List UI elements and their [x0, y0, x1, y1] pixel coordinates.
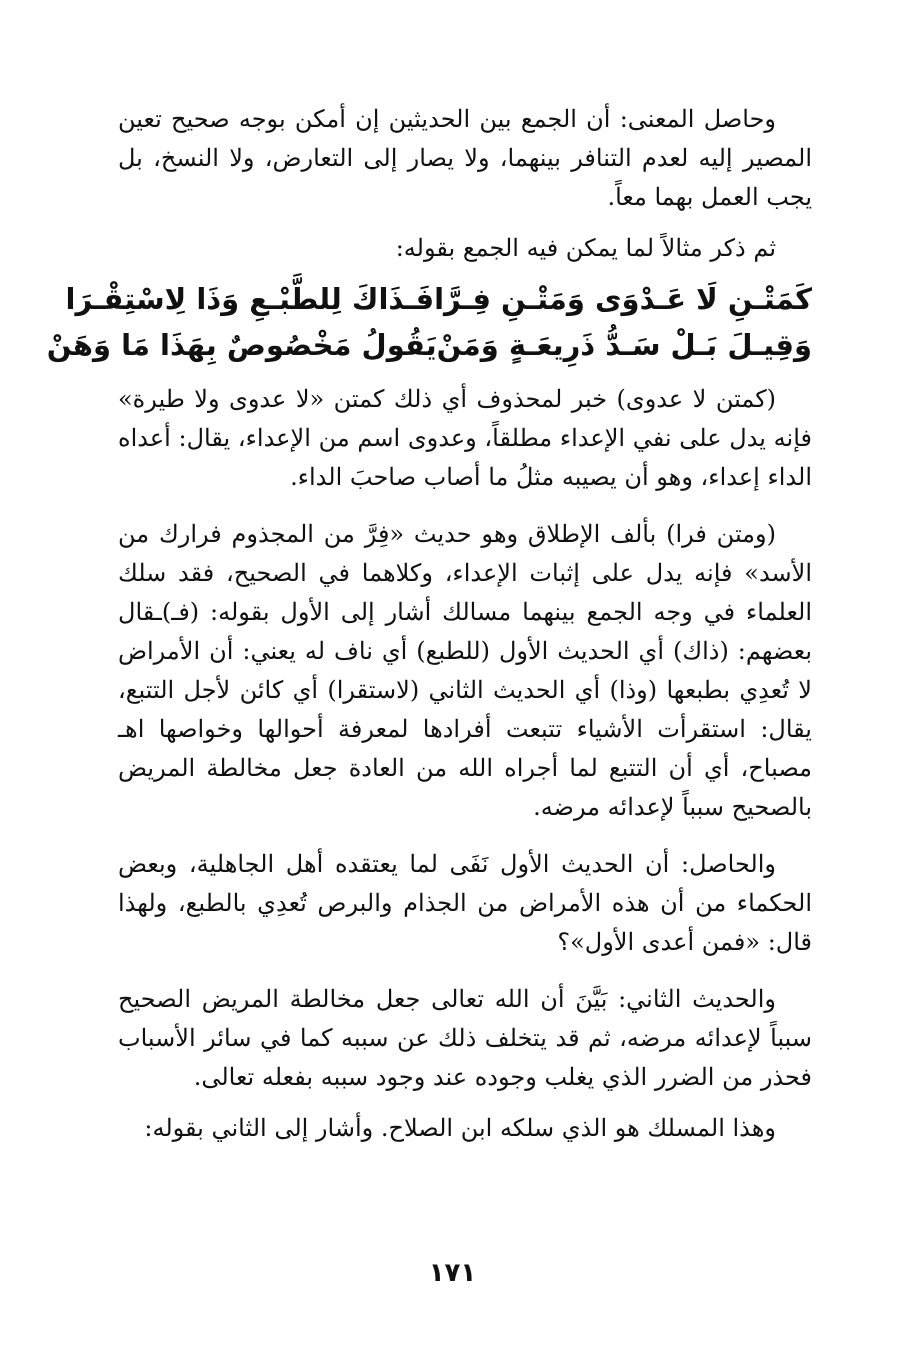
paragraph-la-adwa: (كمتن لا عدوى) خبر لمحذوف أي ذلك كمتن «لا عدوى ولا طيرة» فإنه يدل على نفي الإعداء مطلقاً، وعدوى اسم من الإعداء، يقال: أعداه الداء إعداء، وهو أن يصيبه مثلُ ما أصاب صاحبَ الداء. — [118, 385, 812, 491]
paragraph-firra: (ومتن فرا) بألف الإطلاق وهو حديث «فِرَّ من المجذوم فرارك من الأسد» فإنه يدل على إثبات الإعداء، وكلاهما في الصحيح، فقد سلك العلماء في وجه الجمع بينهما مسالك أشار إلى الأول بقوله: (فـ)ـقال بعضهم: (ذاك) أي الحديث الأول (للطبع) أي ناف له يعني: أن الأمراض لا تُعدِي بطبعها (وذا) أي الحديث الثاني (لاستقرا) أي كائن لأجل التتبع، يقال: استقرأت الأشياء تتبعت أفرادها لمعرفة أحوالها وخواصها اهـ مصباح، أي أن التتبع لما أجراه الله من العادة جعل مخالطة المريض بالصحيح سبباً لإعدائه مرضه. — [118, 520, 812, 821]
poem-verse-1 — [65, 276, 812, 322]
paragraph-example-intro: ثم ذكر مثالاً لما يمكن فيه الجمع بقوله: — [395, 234, 776, 262]
paragraph-summary: وحاصل المعنى: أن الجمع بين الحديثين إن أمكن بوجه صحيح تعين المصير إليه لعدم التنافر بينهما، ولا يصار إلى التعارض، ولا النسخ، بل يجب العمل بهما معاً. — [118, 105, 812, 211]
verse-2-second-hemistich: يَقُولُ مَخْصُوصٌ بِهَذَا مَا وَهَنْ — [46, 328, 437, 362]
page-body — [46, 100, 812, 1148]
poem-verse-2 — [46, 322, 812, 368]
paragraph-conclusion: والحاصل: أن الحديث الأول نَفَى لما يعتقده أهل الجاهلية، وبعض الحكماء من أن هذه الأمراض من الجذام والبرص تُعدِي بالطبع، ولهذا قال: «فمن أعدى الأول»؟ — [118, 850, 812, 956]
verse-2-first-hemistich: وَقِيـلَ بَـلْ سَـدُّ ذَرِيعَـةٍ وَمَنْ — [436, 328, 812, 362]
poem-block — [46, 276, 812, 368]
page-number: ١٧١ — [428, 1258, 477, 1288]
verse-1-second-hemistich: فَـذَاكَ لِلطَّبْـعِ وَذَا لِاسْتِقْـرَا — [65, 282, 435, 316]
paragraph-ibn-salah: وهذا المسلك هو الذي سلكه ابن الصلاح. وأشار إلى الثاني بقوله: — [144, 1114, 776, 1142]
paragraph-second-hadith: والحديث الثاني: بَيَّنَ أن الله تعالى جعل مخالطة المريض الصحيح سبباً لإعدائه مرضه، ثم قد يتخلف ذلك عن سببه كما في سائر الأسباب فحذر من الضرر الذي يغلب وجوده عند وجود سببه بفعله تعالى. — [118, 985, 812, 1091]
verse-1-first-hemistich: كَمَتْـنِ لَا عَـدْوَى وَمَتْـنِ فِـرَّا — [434, 282, 812, 316]
